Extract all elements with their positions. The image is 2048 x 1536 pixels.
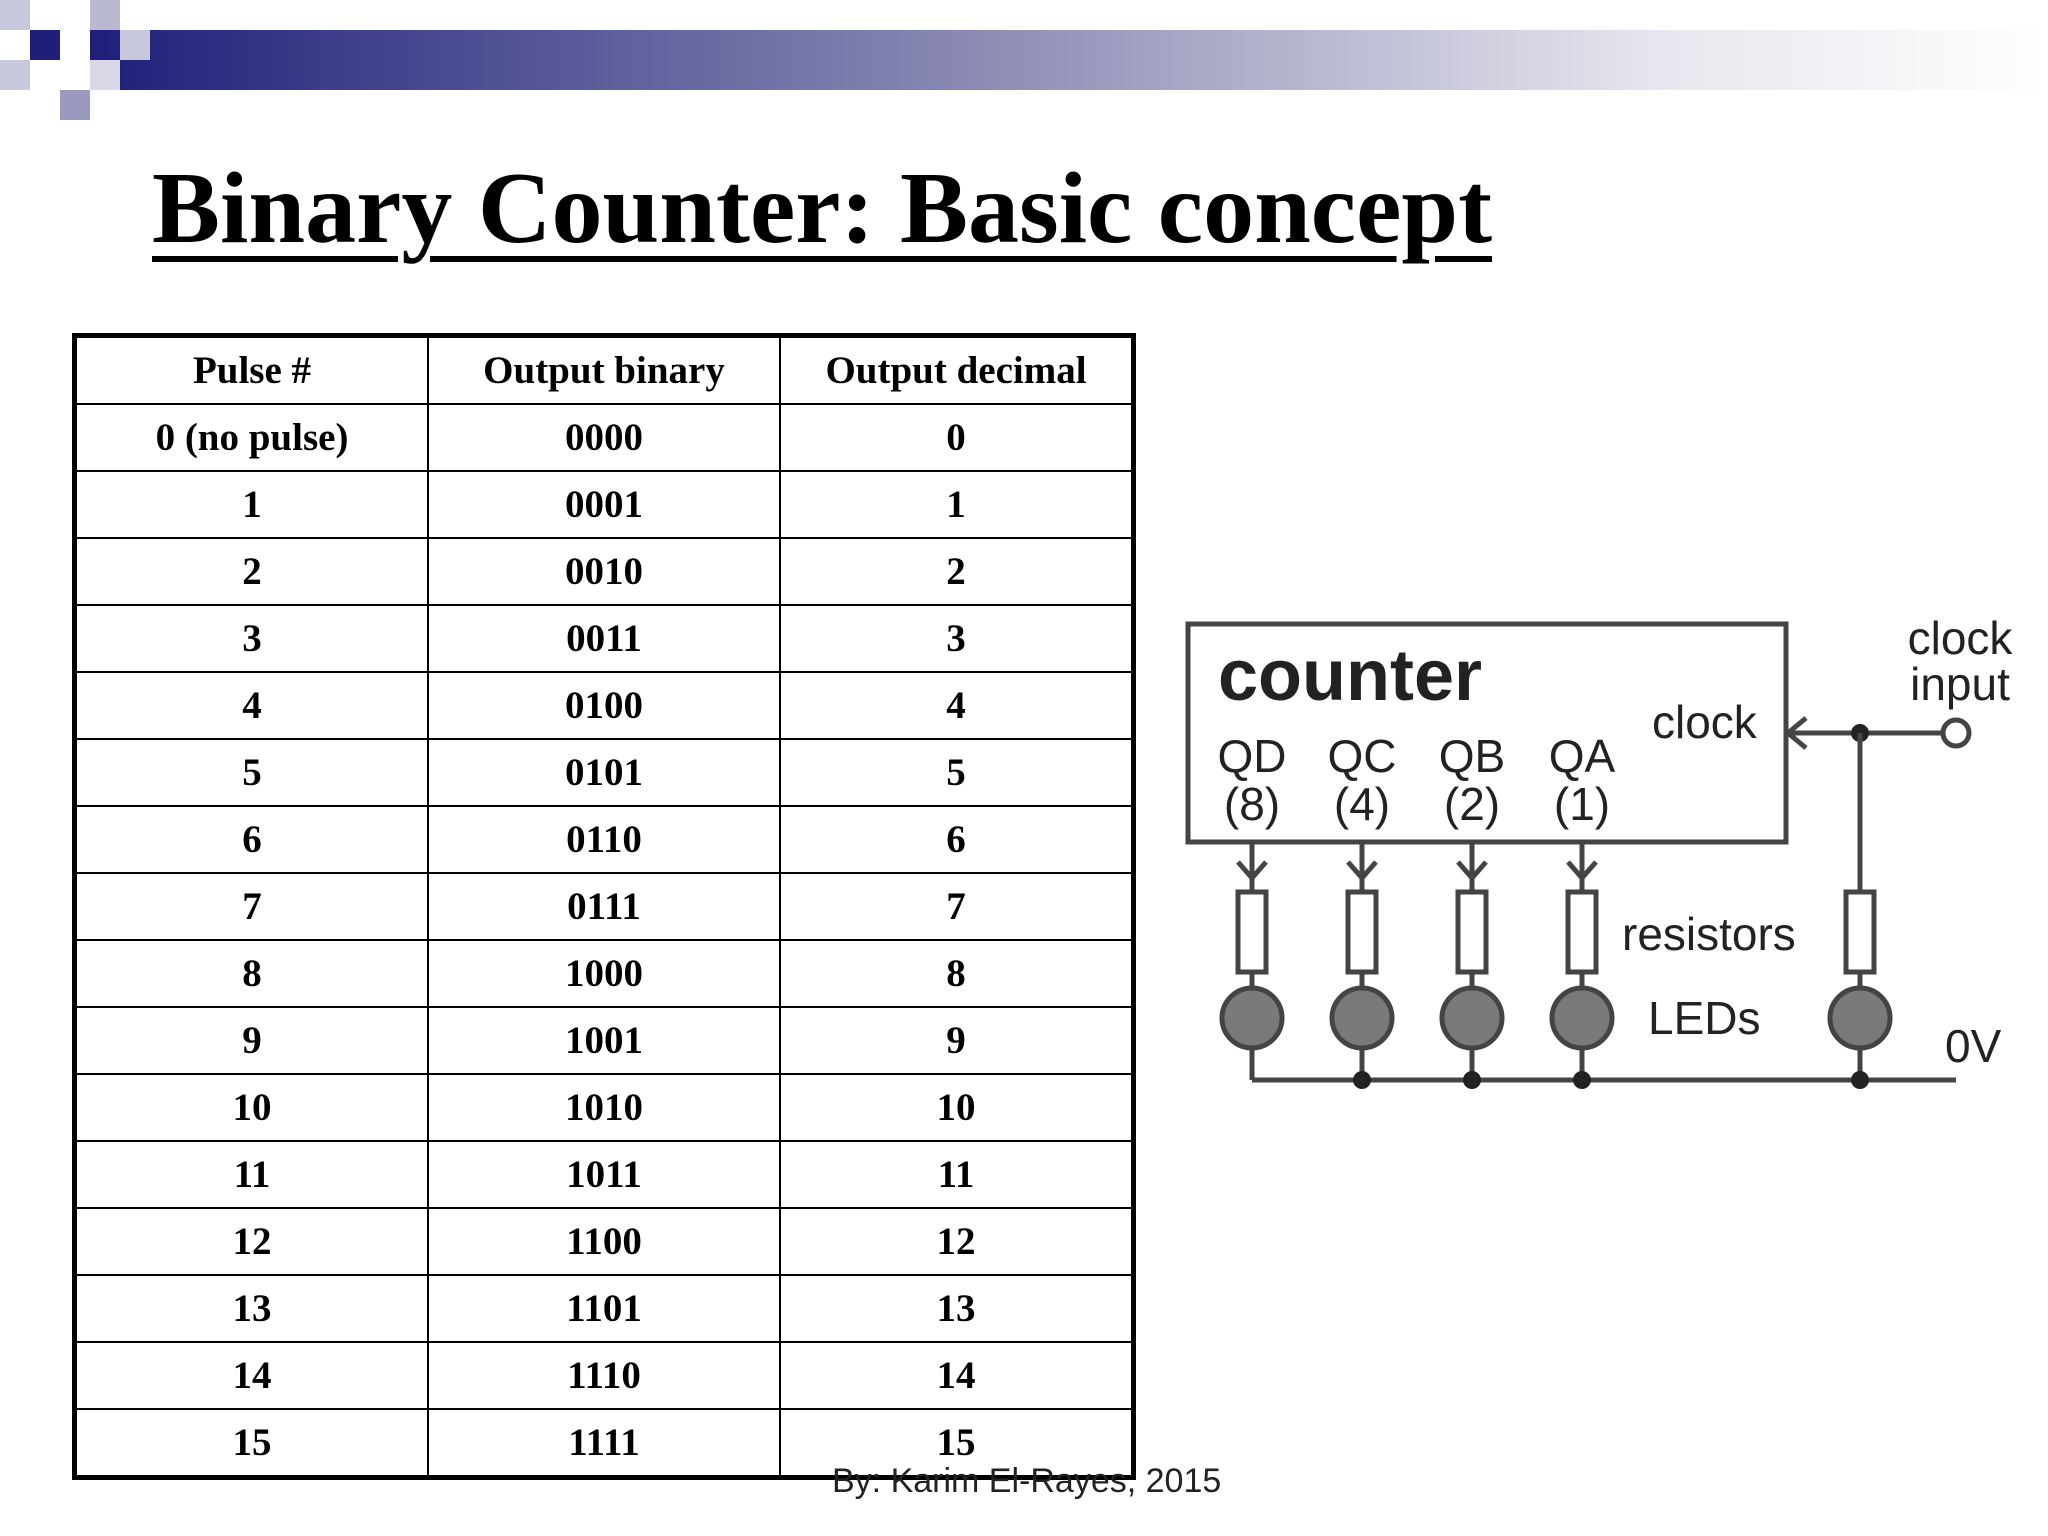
counter-label: counter [1218, 636, 1483, 716]
resistor [1846, 892, 1874, 972]
output-qb-weight: (2) [1443, 778, 1501, 830]
pulse-cell: 3 [75, 605, 429, 672]
binary-cell: 0011 [428, 605, 780, 672]
decimal-cell: 11 [780, 1141, 1134, 1208]
binary-cell: 1100 [428, 1208, 780, 1275]
table-row [75, 538, 1134, 605]
binary-cell: 1101 [428, 1275, 780, 1342]
binary-cell: 0001 [428, 471, 780, 538]
table-row [75, 873, 1134, 940]
table-row [75, 404, 1134, 471]
pulse-cell: 10 [75, 1074, 429, 1141]
table-row [75, 739, 1134, 806]
decimal-cell: 5 [780, 739, 1134, 806]
table-row [75, 672, 1134, 739]
resistor [1238, 892, 1266, 972]
output-channel-qc [1332, 842, 1392, 1080]
pulse-cell: 8 [75, 940, 429, 1007]
table-row [75, 1074, 1134, 1141]
counter-truth-table [72, 333, 1136, 1480]
binary-cell: 0010 [428, 538, 780, 605]
pulse-cell: 7 [75, 873, 429, 940]
binary-cell: 0111 [428, 873, 780, 940]
table-row [75, 806, 1134, 873]
led [1222, 988, 1282, 1048]
binary-cell: 1110 [428, 1342, 780, 1409]
output-qd-weight: (8) [1223, 778, 1281, 830]
table-row [75, 1007, 1134, 1074]
decimal-cell: 2 [780, 538, 1134, 605]
ground-junction [1573, 1071, 1591, 1089]
output-channel-qd [1222, 842, 1282, 1080]
binary-cell: 1010 [428, 1074, 780, 1141]
binary-cell: 1000 [428, 940, 780, 1007]
led [1830, 988, 1890, 1048]
binary-cell: 1011 [428, 1141, 780, 1208]
decimal-cell: 1 [780, 471, 1134, 538]
ground-junction [1353, 1071, 1371, 1089]
table-header-row [75, 336, 1134, 405]
slide-footer: By: Karim El-Rayes, 2015 [832, 1462, 1222, 1500]
pulse-cell: 1 [75, 471, 429, 538]
decimal-cell: 12 [780, 1208, 1134, 1275]
header-output-binary: Output binary [428, 336, 780, 405]
decimal-cell: 14 [780, 1342, 1134, 1409]
pulse-cell: 4 [75, 672, 429, 739]
binary-cell: 1001 [428, 1007, 780, 1074]
pulse-cell: 0 (no pulse) [75, 404, 429, 471]
led [1552, 988, 1612, 1048]
table-row [75, 1275, 1134, 1342]
decimal-cell: 9 [780, 1007, 1134, 1074]
clock-input-terminal [1943, 720, 1969, 746]
table-row [75, 1141, 1134, 1208]
resistor [1458, 892, 1486, 972]
decimal-cell: 3 [780, 605, 1134, 672]
decimal-cell: 0 [780, 404, 1134, 471]
pulse-cell: 9 [75, 1007, 429, 1074]
slide-title: Binary Counter: Basic concept [152, 152, 1493, 265]
header-pulse: Pulse # [75, 336, 429, 405]
pulse-cell: 15 [75, 1409, 429, 1478]
resistor [1568, 892, 1596, 972]
binary-cell: 0000 [428, 404, 780, 471]
pulse-cell: 13 [75, 1275, 429, 1342]
decimal-cell: 7 [780, 873, 1134, 940]
binary-cell: 0100 [428, 672, 780, 739]
table-row [75, 605, 1134, 672]
leds-label: LEDs [1648, 992, 1761, 1044]
table-row [75, 1342, 1134, 1409]
output-channel-qb [1442, 842, 1502, 1080]
decimal-cell: 4 [780, 672, 1134, 739]
header-output-decimal: Output decimal [780, 336, 1134, 405]
clock-pin-label: clock [1652, 696, 1757, 748]
output-qc-weight: (4) [1333, 778, 1391, 830]
pulse-cell: 14 [75, 1342, 429, 1409]
pulse-cell: 2 [75, 538, 429, 605]
decimal-cell: 10 [780, 1074, 1134, 1141]
resistor [1348, 892, 1376, 972]
pulse-cell: 12 [75, 1208, 429, 1275]
decimal-cell: 6 [780, 806, 1134, 873]
pulse-cell: 5 [75, 739, 429, 806]
table-row [75, 1208, 1134, 1275]
output-qa-weight: (1) [1553, 778, 1611, 830]
table-row [75, 940, 1134, 1007]
resistors-label: resistors [1622, 908, 1796, 960]
pulse-cell: 11 [75, 1141, 429, 1208]
ground-label: 0V [1945, 1020, 2002, 1072]
counter-circuit-diagram [1170, 600, 2030, 1120]
output-channel-qa [1552, 842, 1612, 1080]
binary-cell: 1111 [428, 1409, 780, 1478]
ground-junction [1463, 1071, 1481, 1089]
output-qb-name: QB [1438, 730, 1506, 782]
binary-cell: 0110 [428, 806, 780, 873]
decimal-cell: 15 [780, 1409, 1134, 1478]
binary-cell: 0101 [428, 739, 780, 806]
table-row [75, 471, 1134, 538]
led [1442, 988, 1502, 1048]
output-qa-name: QA [1548, 730, 1616, 782]
clock-indicator-channel [1830, 733, 1890, 1080]
clock-input-label-line2: input [1910, 658, 2010, 710]
output-qc-name: QC [1327, 730, 1397, 782]
slide-header-decoration [0, 0, 2048, 130]
decimal-cell: 8 [780, 940, 1134, 1007]
clock-input-label-line1: clock [1907, 612, 2013, 664]
output-qd-name: QD [1217, 730, 1287, 782]
pulse-cell: 6 [75, 806, 429, 873]
ground-junction [1851, 1071, 1869, 1089]
decimal-cell: 13 [780, 1275, 1134, 1342]
led [1332, 988, 1392, 1048]
